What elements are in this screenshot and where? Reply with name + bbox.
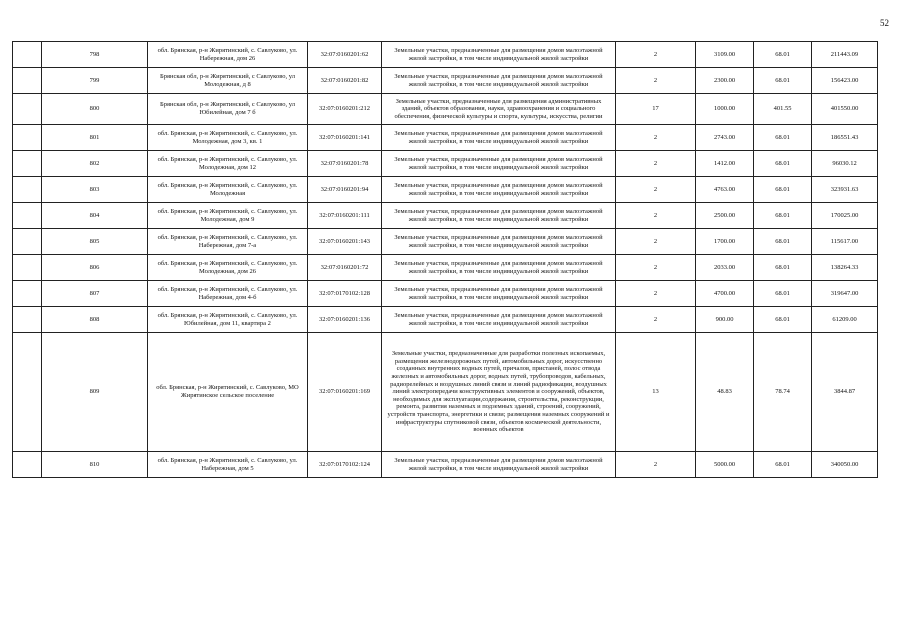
- row-number-cell: 802: [42, 151, 148, 177]
- address-cell: обл. Брянская, р-н Жирятинский, с. Савлуково, ул. Молодежная, дом 26: [148, 255, 308, 281]
- land-use-cell: Земельные участки, предназначенные для размещения домов малоэтажной жилой застройки, в том числе индивидуальной жилой застройки: [382, 68, 616, 94]
- cadastral-value-cell: 323931.63: [812, 177, 878, 203]
- rate-cell: 68.01: [754, 452, 812, 478]
- cadastral-value-cell: 340050.00: [812, 452, 878, 478]
- row-number-cell: 809: [42, 333, 148, 452]
- rate-cell: 78.74: [754, 333, 812, 452]
- land-use-cell: Земельные участки, предназначенные для размещения домов малоэтажной жилой застройки, в том числе индивидуальной жилой застройки: [382, 281, 616, 307]
- table-row: [13, 203, 878, 229]
- area-cell: 2743.00: [696, 125, 754, 151]
- cadastral-number-cell: 32:07:0160201:62: [308, 42, 382, 68]
- cadastral-value-cell: 319647.00: [812, 281, 878, 307]
- blank-cell: [13, 307, 42, 333]
- cadastral-value-cell: 138264.33: [812, 255, 878, 281]
- row-number-cell: 810: [42, 452, 148, 478]
- cadastral-number-cell: 32:07:0160201:78: [308, 151, 382, 177]
- cadastral-number-cell: 32:07:0160201:141: [308, 125, 382, 151]
- address-cell: обл. Брянская, р-н Жирятинский, с. Савлуково, ул. Набережная, дом 26: [148, 42, 308, 68]
- address-cell: Брянская обл, р-н Жирятинский, с Савлуково, ул Юбилейная, дом 7 б: [148, 94, 308, 125]
- row-number-cell: 803: [42, 177, 148, 203]
- blank-cell: [13, 452, 42, 478]
- land-use-cell: Земельные участки, предназначенные для размещения домов малоэтажной жилой застройки, в том числе индивидуальной жилой застройки: [382, 255, 616, 281]
- address-cell: обл. Брянская, р-н Жирятинский, с. Савлуково, ул. Молодежная, дом 12: [148, 151, 308, 177]
- row-number-cell: 808: [42, 307, 148, 333]
- area-cell: 5000.00: [696, 452, 754, 478]
- table-row: [13, 42, 878, 68]
- address-cell: обл. Брянская, р-н Жирятинский, с. Савлуково, ул. Набережная, дом 4-б: [148, 281, 308, 307]
- address-cell: обл. Брянская, р-н Жирятинский, с. Савлуково, ул. Молодежная, дом 9: [148, 203, 308, 229]
- land-use-cell: Земельные участки, предназначенные для размещения домов малоэтажной жилой застройки, в том числе индивидуальной жилой застройки: [382, 229, 616, 255]
- group-cell: 13: [616, 333, 696, 452]
- cadastral-value-cell: 170025.00: [812, 203, 878, 229]
- rate-cell: 68.01: [754, 203, 812, 229]
- address-cell: обл. Брянская, р-н Жирятинский, с. Савлуково, ул. Молодежная: [148, 177, 308, 203]
- land-use-cell: Земельные участки, предназначенные для размещения домов малоэтажной жилой застройки, в том числе индивидуальной жилой застройки: [382, 42, 616, 68]
- blank-cell: [13, 151, 42, 177]
- table-row: [13, 229, 878, 255]
- row-number-cell: 799: [42, 68, 148, 94]
- area-cell: 1700.00: [696, 229, 754, 255]
- area-cell: 2300.00: [696, 68, 754, 94]
- group-cell: 2: [616, 281, 696, 307]
- cadastral-number-cell: 32:07:0170102:128: [308, 281, 382, 307]
- address-cell: обл. Брянская, р-н Жирятинский, с. Савлуково, ул. Набережная, дом 5: [148, 452, 308, 478]
- rate-cell: 68.01: [754, 151, 812, 177]
- cadastral-number-cell: 32:07:0160201:82: [308, 68, 382, 94]
- land-use-cell: Земельные участки, предназначенные для разработки полезных ископаемых, размещения железнодорожных путей, автомобильных дорог, искусственно созданных внутренних водных путей, причалов, пристаней, полос отвода железных и автомобильных дорог, водных путей, трубопроводов, кабельных, радиорелейных и воздушных линий связи и линий радиофикации, воздушных линий электропередачи конструктивных элементов и сооружений, объектов, необходимых для эксплуатации,содержания, строительства, реконструкции, ремонта, развития наземных и подземных зданий, строений, сооружений, устройств транспорта, энергетики и связи; размещения наземных сооружений и инфраструктуры спутниковой связи, объектов космической деятельности, военных объектов: [382, 333, 616, 452]
- land-use-cell: Земельные участки, предназначенные для размещения домов малоэтажной жилой застройки, в том числе индивидуальной жилой застройки: [382, 203, 616, 229]
- area-cell: 48.83: [696, 333, 754, 452]
- table-row: [13, 68, 878, 94]
- area-cell: 2500.00: [696, 203, 754, 229]
- area-cell: 4763.00: [696, 177, 754, 203]
- cadastral-value-cell: 115617.00: [812, 229, 878, 255]
- rate-cell: 68.01: [754, 229, 812, 255]
- cadastral-number-cell: 32:07:0160201:143: [308, 229, 382, 255]
- table-row: [13, 177, 878, 203]
- rate-cell: 401.55: [754, 94, 812, 125]
- land-use-cell: Земельные участки, предназначенные для размещения домов малоэтажной жилой застройки, в том числе индивидуальной жилой застройки: [382, 151, 616, 177]
- rate-cell: 68.01: [754, 177, 812, 203]
- table-row: [13, 333, 878, 452]
- group-cell: 2: [616, 203, 696, 229]
- land-use-cell: Земельные участки, предназначенные для размещения домов малоэтажной жилой застройки, в том числе индивидуальной жилой застройки: [382, 125, 616, 151]
- land-use-cell: Земельные участки, предназначенные для размещения домов малоэтажной жилой застройки, в том числе индивидуальной жилой застройки: [382, 177, 616, 203]
- row-number-cell: 798: [42, 42, 148, 68]
- area-cell: 3109.00: [696, 42, 754, 68]
- blank-cell: [13, 255, 42, 281]
- address-cell: Брянская обл, р-н Жирятинский, с Савлуково, ул Молодежная, д 8: [148, 68, 308, 94]
- cadastral-number-cell: 32:07:0170102:124: [308, 452, 382, 478]
- row-number-cell: 804: [42, 203, 148, 229]
- cadastral-value-cell: 96030.12: [812, 151, 878, 177]
- table-row: [13, 255, 878, 281]
- rate-cell: 68.01: [754, 42, 812, 68]
- blank-cell: [13, 68, 42, 94]
- land-use-cell: Земельные участки, предназначенные для размещения домов малоэтажной жилой застройки, в том числе индивидуальной жилой застройки: [382, 307, 616, 333]
- table-row: [13, 125, 878, 151]
- address-cell: обл. Брянская, р-н Жирятинский, с. Савлуково, МО Жирятинское сельское поселение: [148, 333, 308, 452]
- row-number-cell: 800: [42, 94, 148, 125]
- cadastral-number-cell: 32:07:0160201:72: [308, 255, 382, 281]
- blank-cell: [13, 94, 42, 125]
- group-cell: 2: [616, 177, 696, 203]
- group-cell: 2: [616, 151, 696, 177]
- blank-cell: [13, 229, 42, 255]
- rate-cell: 68.01: [754, 125, 812, 151]
- cadastral-value-cell: 61209.00: [812, 307, 878, 333]
- cadastral-number-cell: 32:07:0160201:111: [308, 203, 382, 229]
- row-number-cell: 806: [42, 255, 148, 281]
- address-cell: обл. Брянская, р-н Жирятинский, с. Савлуково, ул. Юбилейная, дом 11, квартира 2: [148, 307, 308, 333]
- cadastral-number-cell: 32:07:0160201:136: [308, 307, 382, 333]
- rate-cell: 68.01: [754, 255, 812, 281]
- group-cell: 2: [616, 125, 696, 151]
- blank-cell: [13, 42, 42, 68]
- group-cell: 2: [616, 307, 696, 333]
- cadastral-number-cell: 32:07:0160201:94: [308, 177, 382, 203]
- area-cell: 900.00: [696, 307, 754, 333]
- land-use-cell: Земельные участки, предназначенные для размещения административных зданий, объектов образования, науки, здравоохранения и социального обеспечения, физической культуры и спорта, культуры, искусства, религии: [382, 94, 616, 125]
- table-row: [13, 452, 878, 478]
- group-cell: 2: [616, 452, 696, 478]
- group-cell: 2: [616, 229, 696, 255]
- cadastral-value-cell: 3844.87: [812, 333, 878, 452]
- blank-cell: [13, 203, 42, 229]
- table-row: [13, 151, 878, 177]
- table-row: [13, 307, 878, 333]
- cadastral-value-cell: 211443.09: [812, 42, 878, 68]
- group-cell: 17: [616, 94, 696, 125]
- table-row: [13, 281, 878, 307]
- address-cell: обл. Брянская, р-н Жирятинский, с. Савлуково, ул. Молодежная, дом 3, кв. 1: [148, 125, 308, 151]
- area-cell: 1412.00: [696, 151, 754, 177]
- cadastral-value-cell: 186551.43: [812, 125, 878, 151]
- group-cell: 2: [616, 255, 696, 281]
- blank-cell: [13, 125, 42, 151]
- land-registry-table: [12, 41, 878, 478]
- cadastral-value-cell: 401550.00: [812, 94, 878, 125]
- area-cell: 4700.00: [696, 281, 754, 307]
- group-cell: 2: [616, 68, 696, 94]
- row-number-cell: 807: [42, 281, 148, 307]
- land-use-cell: Земельные участки, предназначенные для размещения домов малоэтажной жилой застройки, в том числе индивидуальной жилой застройки: [382, 452, 616, 478]
- cadastral-number-cell: 32:07:0160201:212: [308, 94, 382, 125]
- area-cell: 1000.00: [696, 94, 754, 125]
- page-number: 52: [880, 18, 889, 28]
- blank-cell: [13, 177, 42, 203]
- row-number-cell: 801: [42, 125, 148, 151]
- rate-cell: 68.01: [754, 307, 812, 333]
- cadastral-number-cell: 32:07:0160201:169: [308, 333, 382, 452]
- rate-cell: 68.01: [754, 281, 812, 307]
- row-number-cell: 805: [42, 229, 148, 255]
- address-cell: обл. Брянская, р-н Жирятинский, с. Савлуково, ул. Набережная, дом 7-а: [148, 229, 308, 255]
- area-cell: 2033.00: [696, 255, 754, 281]
- table-row: [13, 94, 878, 125]
- group-cell: 2: [616, 42, 696, 68]
- rate-cell: 68.01: [754, 68, 812, 94]
- cadastral-value-cell: 156423.00: [812, 68, 878, 94]
- blank-cell: [13, 333, 42, 452]
- blank-cell: [13, 281, 42, 307]
